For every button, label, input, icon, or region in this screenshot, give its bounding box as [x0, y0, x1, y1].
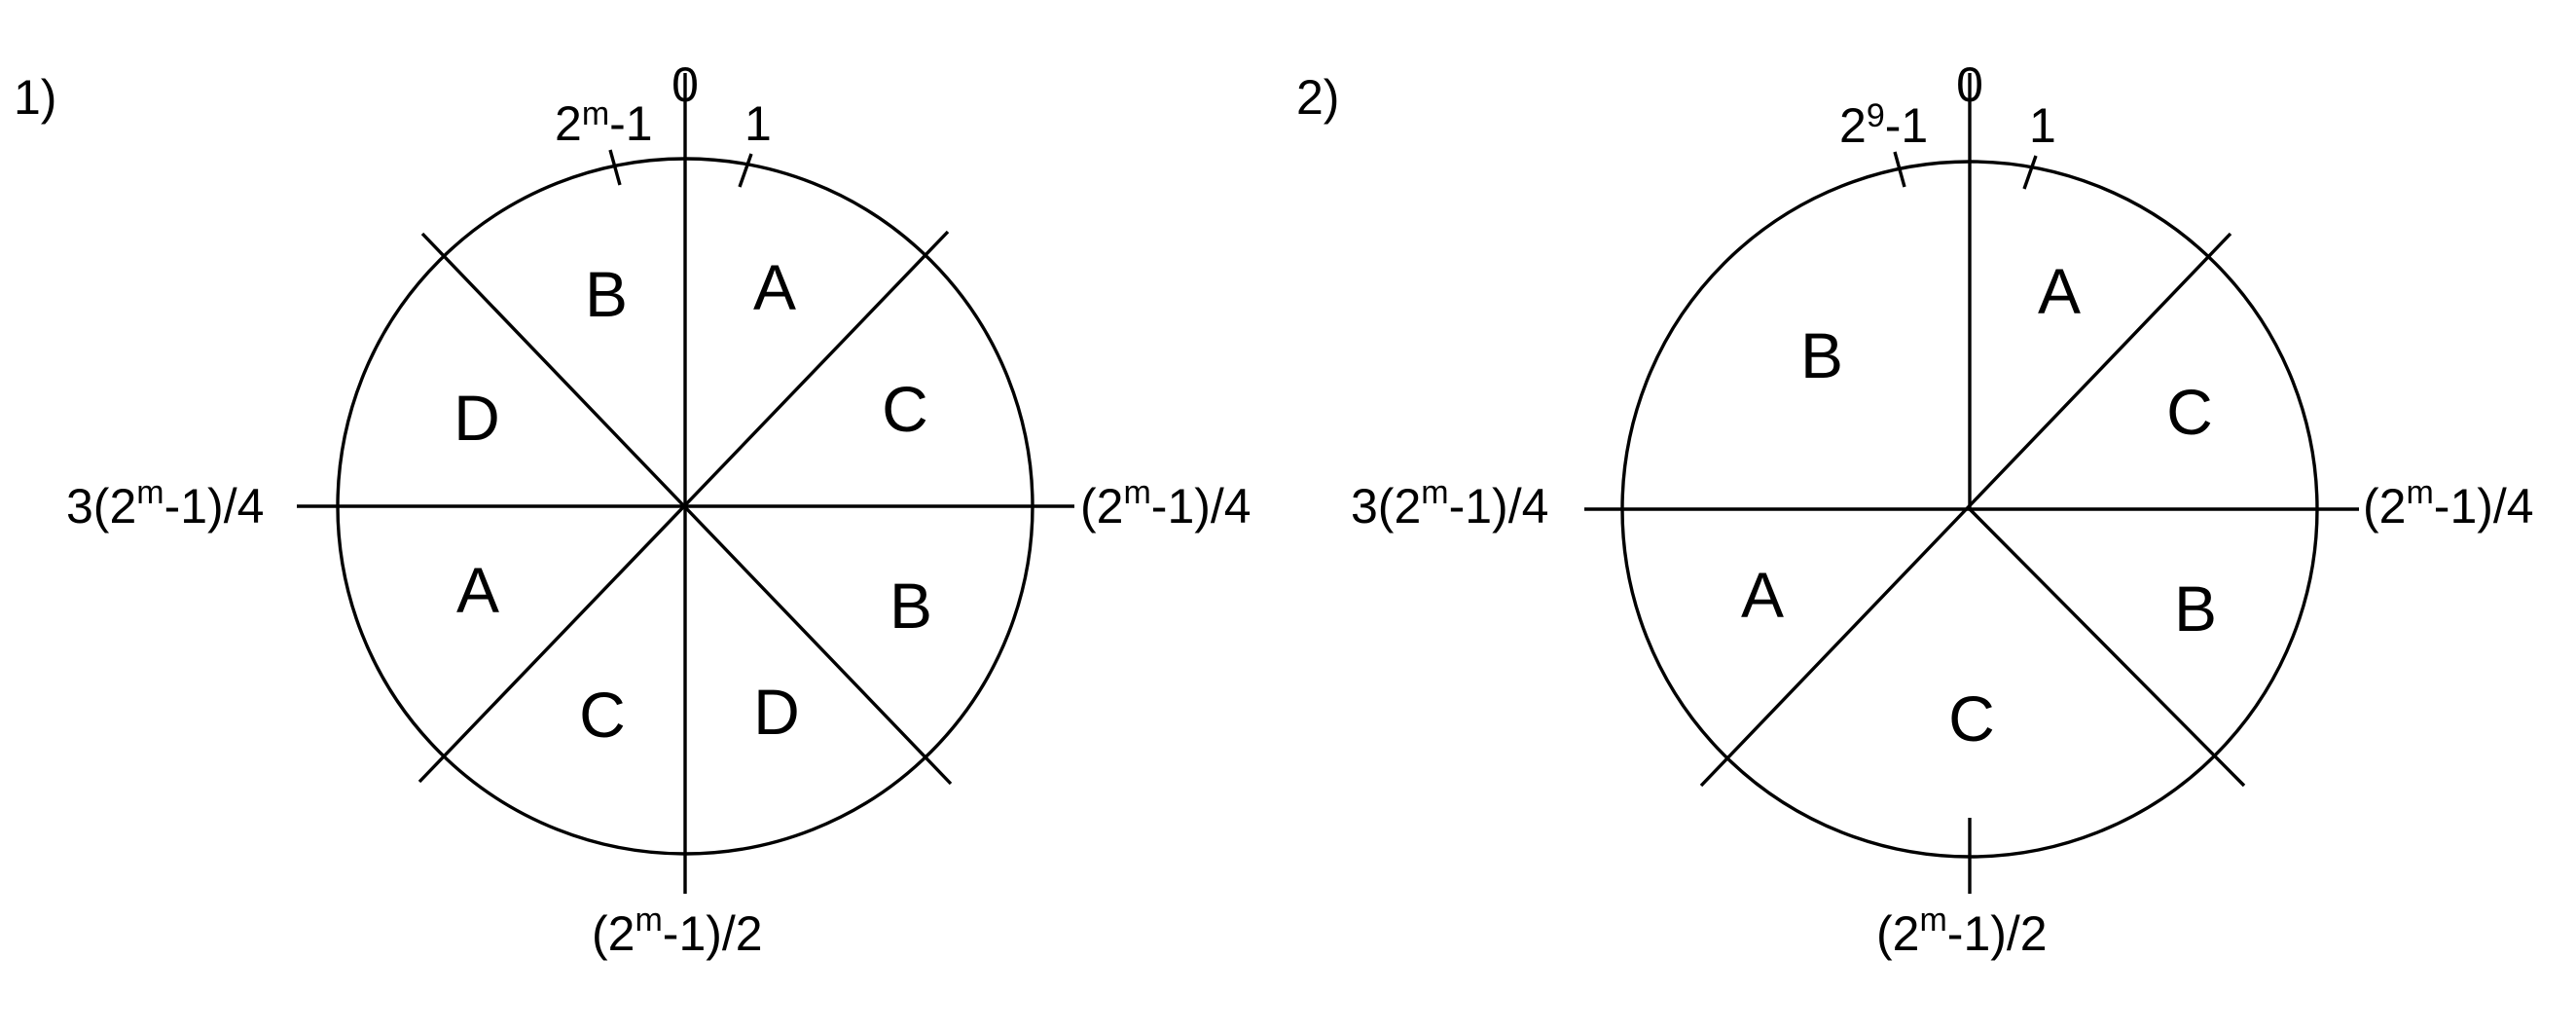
diagram-2-left-label: 3(2$^m$-1)/4 [1351, 474, 1549, 534]
diagram-2-sector-label: C [1948, 682, 1995, 755]
diagram-1-top-label: 0 [671, 57, 699, 112]
diagram-1-left-label: 3(2$^m$-1)/4 [66, 474, 265, 534]
diagram-1-sector-label: B [889, 570, 933, 642]
diagram-2-sector-label: C [2166, 376, 2213, 448]
diagram-2 [1296, 57, 2534, 961]
diagram-1-right-label: (2$^m$-1)/4 [1080, 474, 1252, 534]
diagram-1-number: 1) [14, 70, 57, 125]
diagram-2-bottom-label: (2$^m$-1)/2 [1876, 902, 2048, 961]
diagram-2-number: 2) [1296, 70, 1340, 125]
diagram-1-sector-label: A [752, 251, 797, 323]
diagram-2-right-label: (2$^m$-1)/4 [2363, 474, 2534, 534]
diagram-1-sector-label: A [455, 554, 500, 626]
diagram-1-sector-label: D [753, 676, 800, 748]
diagram-1-sector-label: B [584, 258, 629, 330]
diagram-1-sector-label: D [454, 382, 500, 454]
diagram-2-sector-label: A [2037, 255, 2082, 327]
diagram-2-sector-label: A [1740, 559, 1785, 631]
diagram-1 [14, 57, 1252, 961]
diagram-1-tick-left-label: 2$^m$-1 [555, 95, 653, 151]
diagram-2-tick-right-label: 1 [2029, 98, 2056, 153]
diagram-2-diagonal-down-right [1970, 509, 2244, 786]
diagram-2-tick-left-label: $2^9-1$ [1839, 97, 1929, 153]
diagram-1-tick-right [740, 154, 751, 187]
diagram-2-tick-right [2024, 156, 2036, 189]
diagram-1-bottom-label: (2$^m$-1)/2 [592, 902, 763, 961]
diagram-1-sector-label: C [579, 679, 626, 751]
diagram-2-sector-label: B [1799, 319, 1844, 391]
diagram-2-top-label: 0 [1956, 57, 1983, 112]
diagram-1-tick-right-label: 1 [744, 96, 772, 151]
diagram-2-sector-label: B [2173, 572, 2218, 644]
diagram-1-sector-label: C [882, 373, 928, 445]
